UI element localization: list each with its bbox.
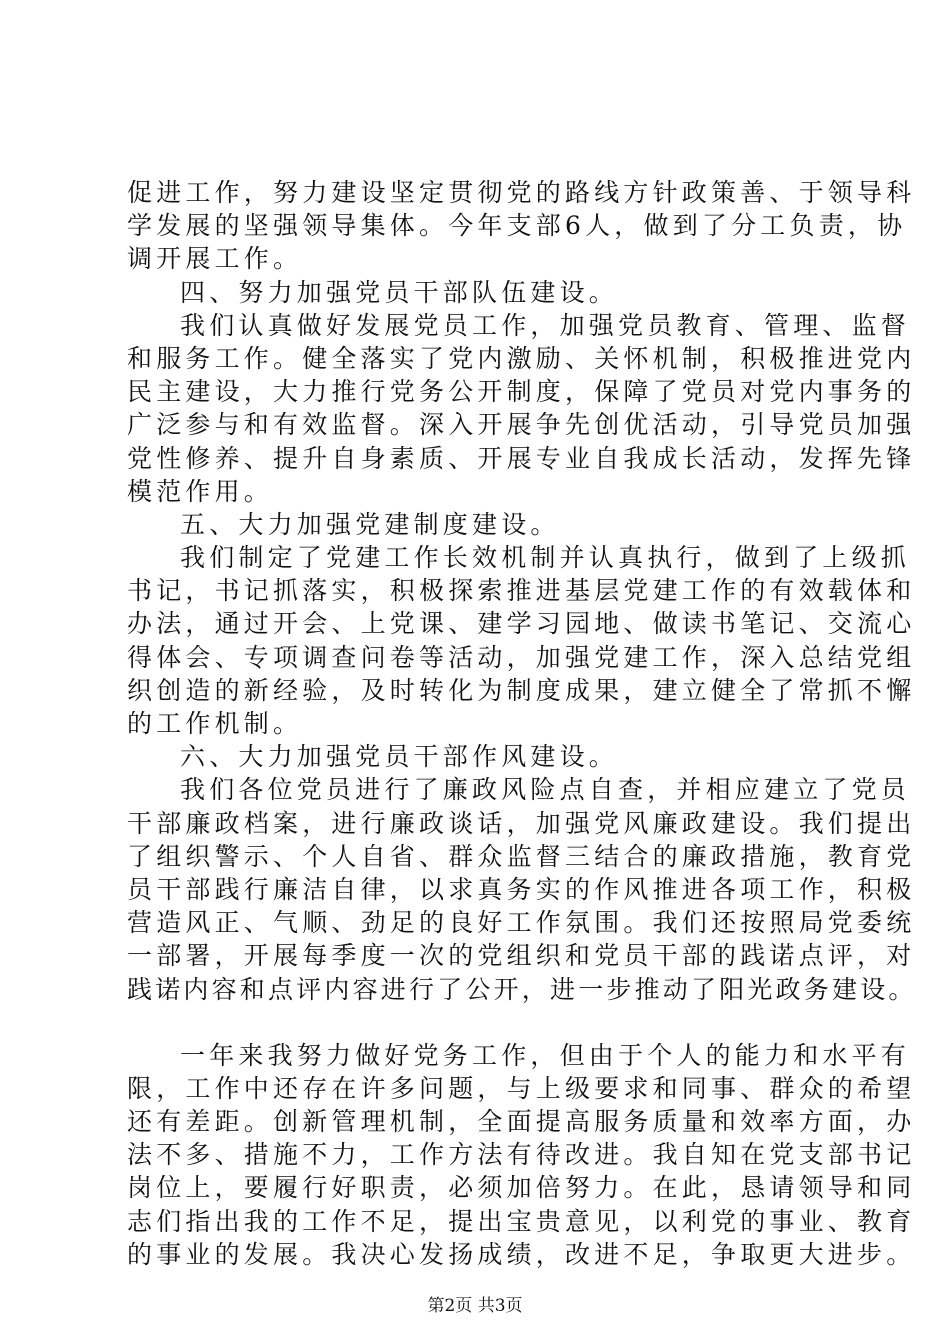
text-line: 一部署，开展每季度一次的党组织和党员干部的践诺点评，对: [127, 941, 916, 971]
section-heading-6: 六、大力加强党员干部作风建设。: [180, 742, 619, 772]
text-line: 了组织警示、个人自省、群众监督三结合的廉政措施，教育党: [127, 841, 916, 871]
text-line: 我们制定了党建工作长效机制并认真执行，做到了上级抓: [180, 543, 911, 573]
text-line: 学发展的坚强领导集体。今年支部6人，做到了分工负责，协: [127, 211, 907, 241]
text-line: 广泛参与和有效监督。深入开展争先创优活动，引导党员加强: [127, 410, 916, 440]
text-line: 的工作机制。: [127, 709, 303, 738]
text-line: 和服务工作。健全落实了党内激励、关怀机制，积极推进党内: [127, 343, 916, 373]
text-line: 民主建设，大力推行党务公开制度，保障了党员对党内事务的: [127, 377, 916, 407]
text-line: 员干部践行廉洁自律，以求真务实的作风推进各项工作，积极: [127, 874, 916, 904]
text-line: 的事业的发展。我决心发扬成绩，改进不足，争取更大进步。: [127, 1239, 916, 1269]
page-number: 第2页 共3页: [427, 1296, 523, 1316]
text-line: 织创造的新经验，及时转化为制度成果，建立健全了常抓不懈: [127, 675, 916, 705]
text-line: 法不多、措施不力，工作方法有待改进。我自知在党支部书记: [127, 1140, 916, 1170]
text-line: 我们认真做好发展党员工作，加强党员教育、管理、监督: [180, 310, 911, 340]
text-line: 调开展工作。: [127, 244, 303, 274]
document-body: [127, 176, 917, 1271]
text-line: 办法，通过开会、上党课、建学习园地、做读书笔记、交流心: [127, 609, 916, 639]
text-line: 得体会、专项调查问卷等活动，加强党建工作，深入总结党组: [127, 642, 916, 672]
text-line: 党性修养、提升自身素质、开展专业自我成长活动，发挥先锋: [127, 443, 916, 473]
text-line: 干部廉政档案，进行廉政谈话，加强党风廉政建设。我们提出: [127, 808, 916, 838]
text-line: 一年来我努力做好党务工作，但由于个人的能力和水平有: [180, 1040, 911, 1070]
text-line: 志们指出我的工作不足，提出宝贵意见，以利党的事业、教育: [127, 1206, 916, 1236]
text-line: 还有差距。创新管理机制，全面提高服务质量和效率方面，办: [127, 1107, 916, 1137]
text-line: 书记，书记抓落实，积极探索推进基层党建工作的有效载体和: [127, 576, 916, 606]
text-line: 营造风正、气顺、劲足的良好工作氛围。我们还按照局党委统: [127, 908, 916, 938]
text-line: 促进工作，努力建设坚定贯彻党的路线方针政策善、于领导科: [127, 178, 916, 207]
text-line: 我们各位党员进行了廉政风险点自查，并相应建立了党员: [180, 775, 911, 805]
section-heading-5: 五、大力加强党建制度建设。: [180, 509, 560, 539]
text-line: 限，工作中还存在许多问题，与上级要求和同事、群众的希望: [127, 1073, 916, 1103]
text-line: 岗位上，要履行好职责，必须加倍努力。在此，恳请领导和同: [127, 1173, 916, 1203]
text-line: 模范作用。: [127, 476, 274, 506]
paragraph-gap: [127, 1006, 847, 1039]
section-heading-4: 四、努力加强党员干部队伍建设。: [180, 277, 619, 307]
text-line: 践诺内容和点评内容进行了公开，进一步推动了阳光政务建设。: [127, 974, 917, 1004]
